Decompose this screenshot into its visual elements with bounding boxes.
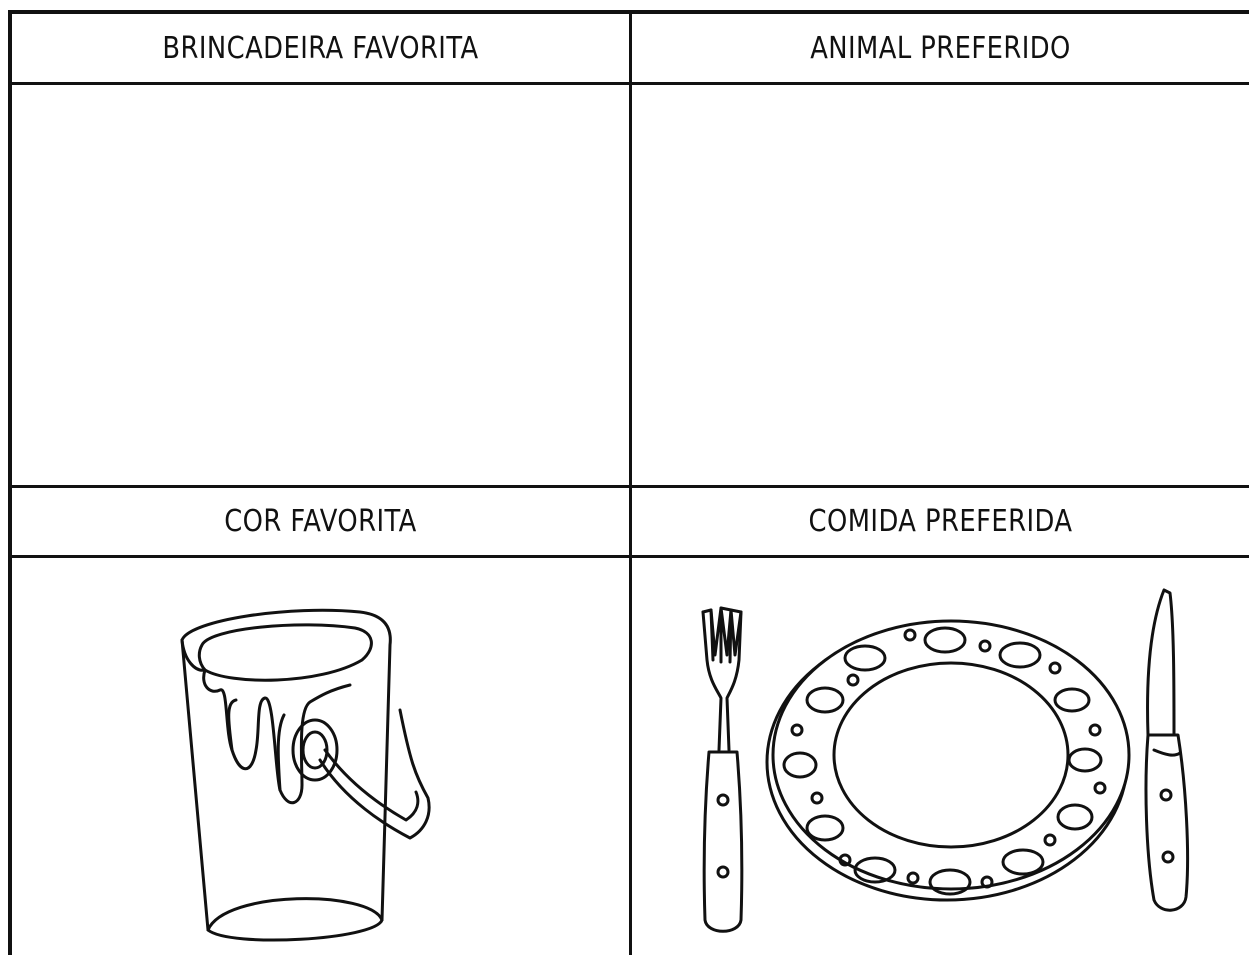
drawing-area-animal [632,85,1249,485]
header-comida-preferida: COMIDA PREFERIDA [808,504,1073,539]
knife-icon [1140,585,1200,920]
drawing-area-brincadeira [12,85,629,485]
header-brincadeira-favorita: BRINCADEIRA FAVORITA [162,30,479,66]
header-cor-favorita: COR FAVORITA [224,504,417,539]
plate-icon [765,610,1135,910]
header-animal-preferido: ANIMAL PREFERIDO [810,30,1071,66]
paint-bucket-icon [170,590,450,950]
fork-icon [695,600,755,940]
